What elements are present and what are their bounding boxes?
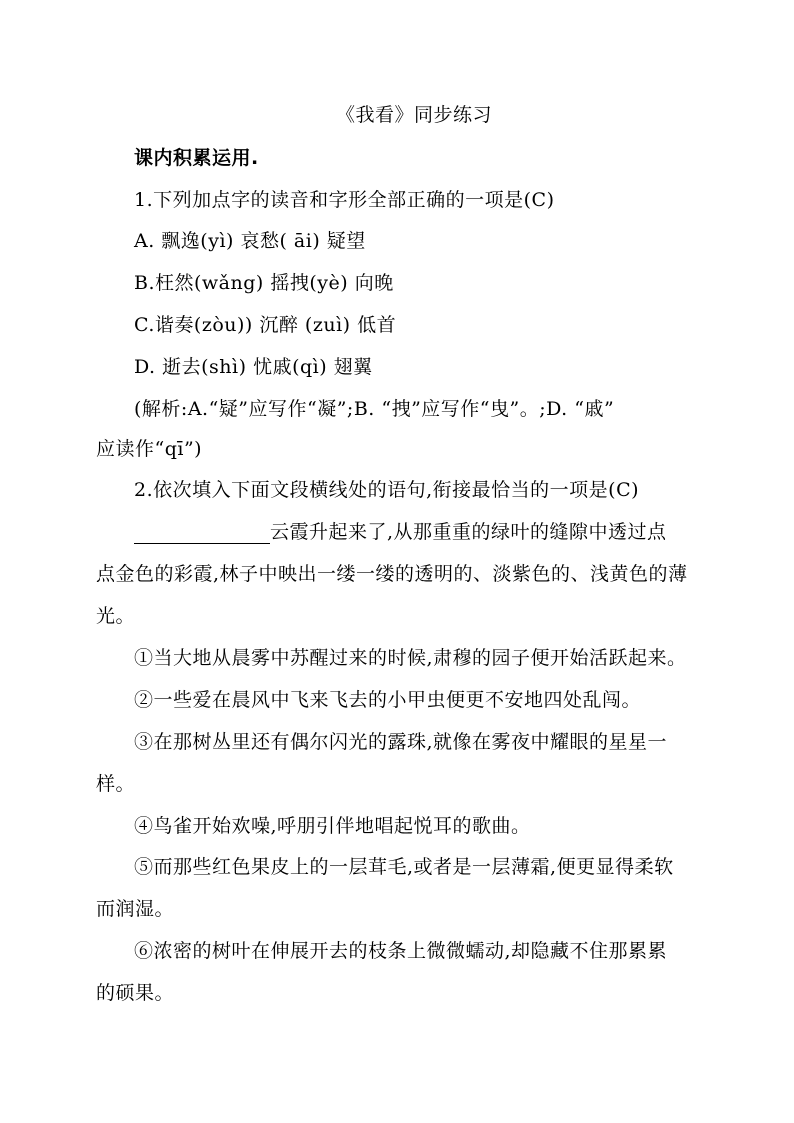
- sentence-4: ④鸟雀开始欢噪,呼朋引伴地唱起悦耳的歌曲。: [134, 815, 531, 837]
- sentence-3-line-2: 样。: [96, 773, 136, 795]
- question-1-stem: 1.下列加点字的读音和字形全部正确的一项是(C): [134, 189, 555, 211]
- question-1-option-b: B.枉然(wǎng) 摇拽(yè) 向晚: [134, 272, 394, 294]
- question-1-explanation-line-1: (解析:A.“疑”应写作“凝”;B. “拽”应写作“曳”。;D. “戚”: [134, 398, 615, 420]
- question-1-option-c: C.谐奏(zòu)) 沉醉 (zuì) 低首: [134, 314, 397, 336]
- sentence-2: ②一些爱在晨风中飞来飞去的小甲虫便更不安地四处乱闯。: [134, 689, 642, 711]
- passage-line-1-text: 云霞升起来了,从那重重的绿叶的缝隙中透过点: [270, 521, 667, 543]
- page-title: 《我看》同步练习: [336, 104, 493, 126]
- sentence-5-line-2: 而润湿。: [96, 898, 175, 920]
- fill-in-blank: [134, 523, 270, 544]
- passage-line-2: 点金色的彩霞,林子中映出一缕一缕的透明的、淡紫色的、浅黄色的薄: [96, 563, 688, 585]
- sentence-3-line-1: ③在那树丛里还有偶尔闪光的露珠,就像在雾夜中耀眼的星星一: [134, 731, 668, 753]
- question-1-option-a: A. 飘逸(yì) 哀愁( āi) 疑望: [134, 230, 366, 252]
- sentence-5-line-1: ⑤而那些红色果皮上的一层茸毛,或者是一层薄霜,便更显得柔软: [134, 856, 674, 878]
- sentence-1: ①当大地从晨雾中苏醒过来的时候,肃穆的园子便开始活跃起来。: [134, 647, 687, 669]
- passage-line-1: [134, 520, 667, 544]
- question-2-stem: 2.依次填入下面文段横线处的语句,衔接最恰当的一项是(C): [134, 479, 640, 501]
- passage-line-3: 光。: [96, 605, 136, 627]
- sentence-6-line-1: ⑥浓密的树叶在伸展开去的枝条上微微蠕动,却隐藏不住那累累: [134, 940, 668, 962]
- sentence-6-line-2: 的硕果。: [96, 982, 175, 1004]
- question-1-option-d: D. 逝去(shì) 忧戚(qì) 翅翼: [134, 356, 373, 378]
- question-1-explanation-line-2: 应读作“qī”): [96, 438, 203, 460]
- section-heading: 课内积累运用.: [134, 147, 259, 169]
